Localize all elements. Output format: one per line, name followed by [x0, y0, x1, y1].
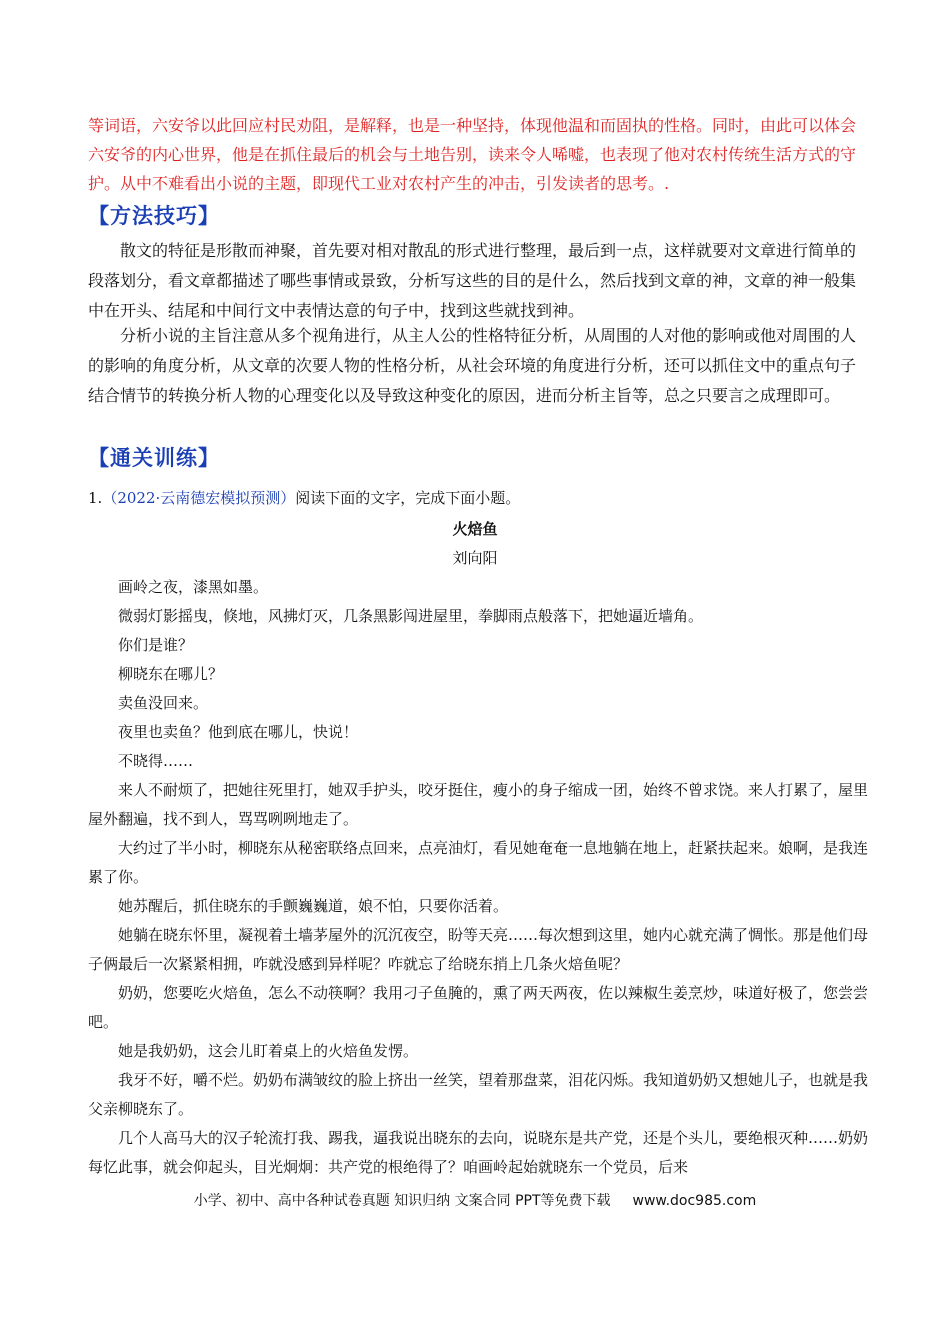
story-title: 火焙鱼 [452, 520, 498, 538]
story-paragraph: 几个人高马大的汉子轮流打我、踢我，逼我说出晓东的去向，说晓东是共产党，还是个头儿，要绝根灭种……奶奶每忆此事，就会仰起头，目光炯炯：共产党的根绝得了？咱画岭起始就晓东一个党员，后来 [88, 1129, 869, 1176]
story-paragraph: 我牙不好，嚼不烂。奶奶布满皱纹的脸上挤出一丝笑，望着那盘菜，泪花闪烁。我知道奶奶又想她儿子，也就是我父亲柳晓东了。 [88, 1071, 869, 1118]
story-paragraph: 夜里也卖鱼？他到底在哪儿，快说！ [118, 723, 359, 741]
story-paragraph: 大约过了半小时，柳晓东从秘密联络点回来，点亮油灯，看见她奄奄一息地躺在地上，赶紧扶起来。娘啊，是我连累了你。 [88, 839, 869, 886]
story-paragraph: 来人不耐烦了，把她往死里打，她双手护头，咬牙挺住，瘦小的身子缩成一团，始终不曾求饶。来人打累了，屋里屋外翻遍，找不到人，骂骂咧咧地走了。 [88, 781, 869, 828]
story-paragraph: 她苏醒后，抓住晓东的手颤巍巍道，娘不怕，只要你活着。 [118, 897, 509, 915]
method-paragraph-2: 分析小说的主旨注意从多个视角进行，从主人公的性格特征分析，从周围的人对他的影响或他对周围的人的影响的角度分析，从文章的次要人物的性格分析，从社会环境的角度进行分析，还可以抓住文中的重点句子结合情节的转换分析人物的心理变化以及导致这种变化的原因，进而分析主旨等，总之只要言之成理即可。 [88, 326, 857, 405]
method-heading: 【方法技巧】 [88, 204, 220, 228]
page-footer [0, 1190, 950, 1210]
story-paragraph: 柳晓东在哪儿？ [118, 665, 224, 683]
story-paragraph: 奶奶，您要吃火焙鱼，怎么不动筷啊？我用刁子鱼腌的，熏了两天两夜，佐以辣椒生姜烹炒，味道好极了，您尝尝吧。 [88, 984, 869, 1031]
story-paragraph: 画岭之夜，漆黑如墨。 [118, 578, 269, 596]
story-paragraph: 微弱灯影摇曳，倏地，风拂灯灭，几条黑影闯进屋里，拳脚雨点般落下，把她逼近墙角。 [118, 607, 704, 625]
story-body [88, 573, 870, 1182]
question-source: （2022·云南德宏模拟预测） [102, 489, 296, 507]
training-heading: 【通关训练】 [88, 446, 220, 470]
question-instruction: 阅读下面的文字，完成下面小题。 [295, 489, 521, 507]
question-1 [88, 487, 520, 509]
story-author: 刘向阳 [452, 549, 498, 567]
footer-site-link[interactable]: www.doc985.com [632, 1193, 757, 1209]
footer-text: 小学、初中、高中各种试卷真题 知识归纳 文案合同 PPT等免费下载 [193, 1193, 611, 1209]
story-paragraph: 不晓得…… [118, 752, 194, 770]
story-paragraph: 她是我奶奶，这会儿盯着桌上的火焙鱼发愣。 [118, 1042, 419, 1060]
story-paragraph: 你们是谁？ [118, 636, 194, 654]
answer-analysis-text: 等词语，六安爷以此回应村民劝阻，是解释，也是一种坚持，体现他温和而固执的性格。同时，由此可以体会六安爷的内心世界，他是在抓住最后的机会与土地告别，读来令人唏嘘，也表现了他对农村传统生活方式的守护。从中不难看出小说的主题，即现代工业对农村产生的冲击，引发读者的思考。. [88, 116, 857, 193]
story-paragraph: 她躺在晓东怀里，凝视着土墙茅屋外的沉沉夜空，盼等天亮……每次想到这里，她内心就充满了惆怅。那是他们母子俩最后一次紧紧相拥，咋就没感到异样呢？咋就忘了给晓东捎上几条火焙鱼呢？ [88, 926, 869, 973]
method-paragraph-1: 散文的特征是形散而神聚，首先要对相对散乱的形式进行整理，最后到一点，这样就要对文章进行简单的段落划分，看文章都描述了哪些事情或景致，分析写这些的目的是什么，然后找到文章的神，文章的神一般集中在开头、结尾和中间行文中表情达意的句子中，找到这些就找到神。 [88, 241, 857, 320]
question-number: 1. [88, 489, 103, 507]
story-paragraph: 卖鱼没回来。 [118, 694, 209, 712]
